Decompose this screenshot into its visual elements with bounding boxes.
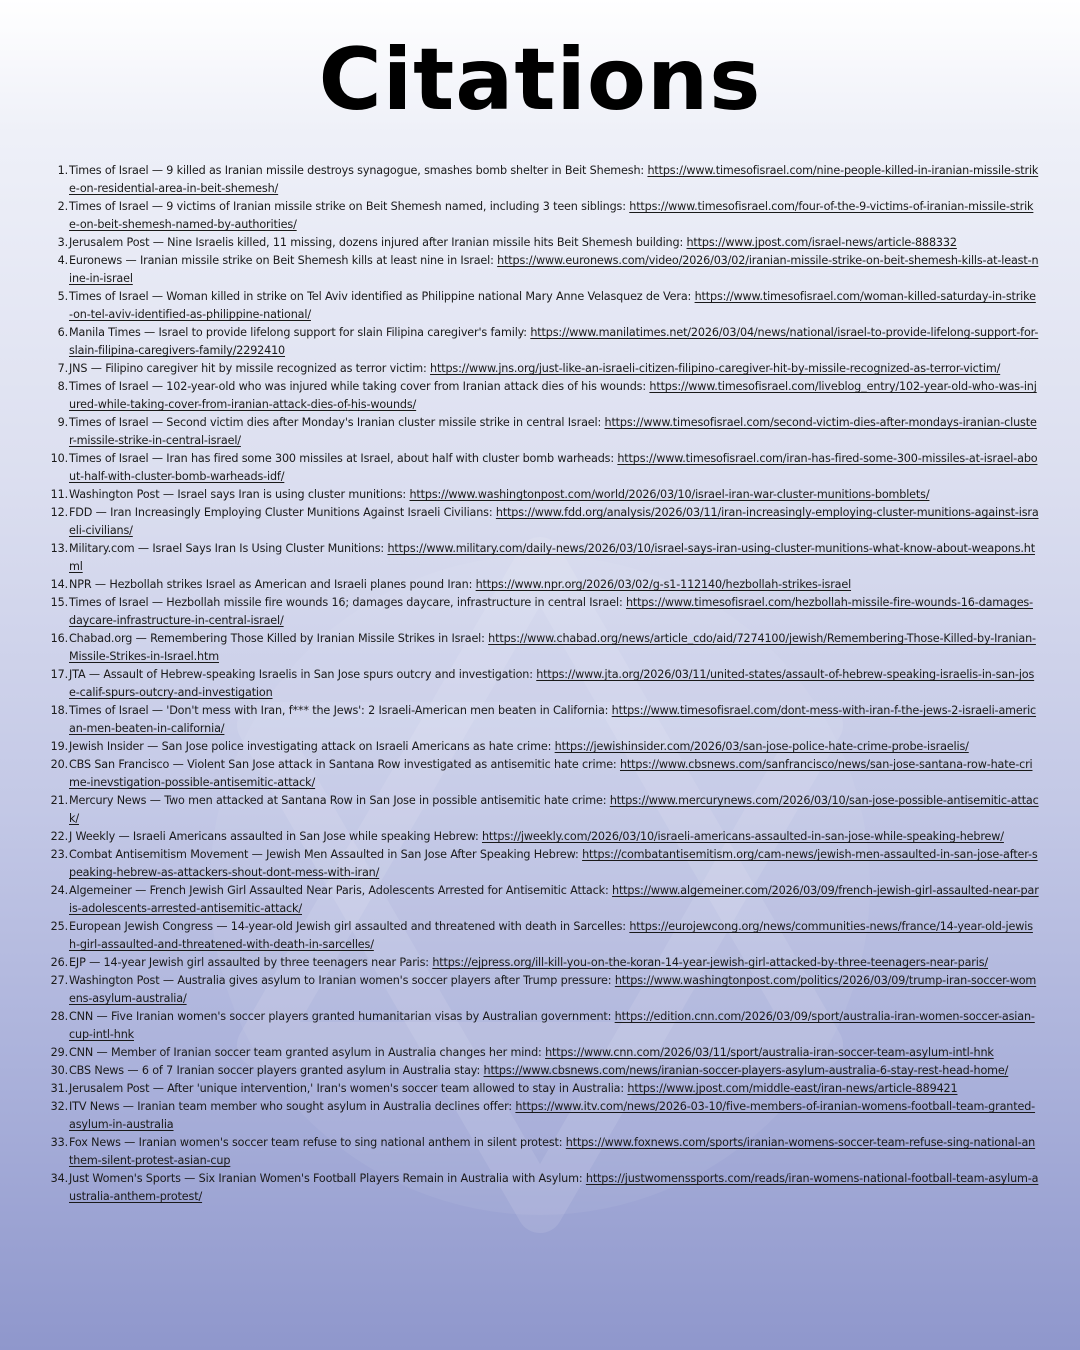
citation-link[interactable]: https://www.algemeiner.com/2026/03/09/french-jewish-girl-assaulted-near-paris-adolescents-arrested-antisemitic-attack/ [69, 884, 1039, 915]
citation-source: Fox News [69, 1136, 121, 1149]
citation-link[interactable]: https://www.fdd.org/analysis/2026/03/11/iran-increasingly-employing-cluster-munitions-against-israeli-civilians/ [69, 506, 1039, 537]
citation-item [44, 972, 1039, 1008]
citation-headline: Woman killed in strike on Tel Aviv identified as Philippine national Mary Anne Velasquez de Vera: [166, 290, 692, 303]
citation-number: 15. [50, 596, 68, 609]
citation-headline: 9 victims of Iranian missile strike on Beit Shemesh named, including 3 teen siblings: [166, 200, 626, 213]
citation-source: Washington Post [69, 488, 160, 501]
citation-source: Times of Israel [69, 380, 149, 393]
citation-item [44, 378, 1039, 414]
citation-link[interactable]: https://www.euronews.com/video/2026/03/02/iranian-missile-strike-on-beit-shemesh-kills-at-least-nine-in-israel [69, 254, 1039, 285]
citation-source: Military.com [69, 542, 135, 555]
citation-number: 33. [50, 1136, 68, 1149]
citation-separator: — [151, 380, 163, 393]
citation-number: 8. [57, 380, 68, 393]
citation-item [44, 540, 1039, 576]
citation-separator: — [127, 1064, 139, 1077]
citation-source: J Weekly [69, 830, 116, 843]
citation-item [44, 162, 1039, 198]
citation-separator: — [94, 578, 106, 591]
citation-headline: French Jewish Girl Assaulted Near Paris, Adolescents Arrested for Antisemitic Attack: [149, 884, 609, 897]
citation-number: 6. [57, 326, 68, 339]
citation-headline: Iranian women's soccer team refuse to sing national anthem in silent protest: [138, 1136, 563, 1149]
citation-source: Times of Israel [69, 164, 149, 177]
citation-headline: Hezbollah strikes Israel as American and Israeli planes pound Iran: [109, 578, 473, 591]
citation-separator: — [152, 1082, 164, 1095]
citation-source: CNN [69, 1046, 94, 1059]
citation-source: CBS News [69, 1064, 124, 1077]
citation-source: Manila Times [69, 326, 141, 339]
citation-separator: — [152, 236, 164, 249]
citation-link[interactable]: https://www.jta.org/2026/03/11/united-states/assault-of-hebrew-speaking-israelis-in-san-jose-calif-spurs-outcry-and-investigation [69, 668, 1035, 699]
citation-headline: 14-year-old Jewish girl assaulted and threatened with death in Sarcelles: [230, 920, 626, 933]
citation-separator: — [251, 848, 263, 861]
citation-item [44, 576, 1039, 594]
citation-source: Times of Israel [69, 596, 149, 609]
citation-number: 18. [50, 704, 68, 717]
citation-headline: Filipino caregiver hit by missile recognized as terror victim: [105, 362, 427, 375]
citation-source: Times of Israel [69, 452, 149, 465]
citation-number: 7. [57, 362, 68, 375]
citation-number: 30. [50, 1064, 68, 1077]
citation-separator: — [184, 1172, 196, 1185]
citation-separator: — [118, 830, 130, 843]
citation-number: 5. [57, 290, 68, 303]
citation-separator: — [122, 1100, 134, 1113]
citation-source: Times of Israel [69, 200, 149, 213]
citation-item [44, 450, 1039, 486]
citation-headline: Violent San Jose attack in Santana Row investigated as antisemitic hate crime: [187, 758, 617, 771]
citation-separator: — [135, 884, 147, 897]
citation-item [44, 666, 1039, 702]
citation-headline: Assault of Hebrew-speaking Israelis in San Jose spurs outcry and investigation: [103, 668, 533, 681]
citation-link[interactable]: https://www.timesofisrael.com/iran-has-fired-some-300-missiles-at-israel-about-half-with-cluster-bomb-warheads-idf/ [69, 452, 1038, 483]
citation-link[interactable]: https://justwomenssports.com/reads/iran-womens-national-football-team-asylum-australia-anthem-protest/ [69, 1172, 1039, 1203]
citation-separator: — [216, 920, 228, 933]
citation-item [44, 1134, 1039, 1170]
citation-number: 32. [50, 1100, 68, 1113]
citation-item [44, 954, 1039, 972]
citation-number: 14. [50, 578, 68, 591]
citation-separator: — [90, 362, 102, 375]
citation-link[interactable]: https://www.washingtonpost.com/politics/2026/03/09/trump-iran-soccer-womens-asylum-australia/ [69, 974, 1037, 1005]
citation-headline: Hezbollah missile fire wounds 16; damages daycare, infrastructure in central Israel: [166, 596, 623, 609]
citation-headline: Israel Says Iran Is Using Cluster Munitions: [152, 542, 385, 555]
citation-headline: 9 killed as Iranian missile destroys synagogue, smashes bomb shelter in Beit Shemesh: [166, 164, 645, 177]
citation-source: Algemeiner [69, 884, 132, 897]
citation-item [44, 414, 1039, 450]
citation-item [44, 504, 1039, 540]
citation-source: Chabad.org [69, 632, 133, 645]
citation-source: Mercury News [69, 794, 147, 807]
citation-source: Washington Post [69, 974, 160, 987]
citation-number: 27. [50, 974, 68, 987]
citation-source: JNS [69, 362, 88, 375]
citation-source: Times of Israel [69, 416, 149, 429]
citation-number: 10. [50, 452, 68, 465]
citation-number: 12. [50, 506, 68, 519]
citation-headline: Second victim dies after Monday's Iranian cluster missile strike in central Israel: [166, 416, 602, 429]
citation-headline: Iran Increasingly Employing Cluster Munitions Against Israeli Civilians: [110, 506, 493, 519]
citation-headline: Jewish Men Assaulted in San Jose After Speaking Hebrew: [266, 848, 579, 861]
citation-item [44, 1170, 1039, 1206]
citation-item [44, 702, 1039, 738]
citation-separator: — [172, 758, 184, 771]
citation-headline: Six Iranian Women's Football Players Remain in Australia with Asylum: [198, 1172, 583, 1185]
citation-item [44, 846, 1039, 882]
citation-number: 23. [50, 848, 68, 861]
citation-headline: Member of Iranian soccer team granted asylum in Australia changes her mind: [110, 1046, 542, 1059]
citation-item [44, 1044, 1039, 1062]
citation-number: 2. [57, 200, 68, 213]
citation-source: European Jewish Congress [69, 920, 213, 933]
citation-item [44, 594, 1039, 630]
citation-source: Jerusalem Post [69, 236, 150, 249]
citation-number: 20. [50, 758, 68, 771]
citation-separator: — [151, 200, 163, 213]
citation-link[interactable]: https://www.jpost.com/middle-east/iran-news/article-889421 [627, 1082, 958, 1095]
citation-number: 19. [50, 740, 68, 753]
citation-separator: — [147, 740, 159, 753]
citation-separator: — [137, 542, 149, 555]
citation-source: Euronews [69, 254, 123, 267]
citation-separator: — [151, 416, 163, 429]
citation-source: Jewish Insider [69, 740, 144, 753]
citation-item [44, 1062, 1039, 1080]
citation-separator: — [124, 1136, 136, 1149]
citation-separator: — [151, 596, 163, 609]
citation-source: FDD [69, 506, 93, 519]
citation-item [44, 252, 1039, 288]
citation-source: EJP [69, 956, 86, 969]
citation-link[interactable]: https://www.npr.org/2026/03/02/g-s1-112140/hezbollah-strikes-israel [475, 578, 852, 591]
citation-headline: Israel to provide lifelong support for slain Filipina caregiver's family: [158, 326, 527, 339]
citation-source: ITV News [69, 1100, 120, 1113]
citation-link[interactable]: https://www.washingtonpost.com/world/2026/03/10/israel-iran-war-cluster-munitions-bomblets/ [409, 488, 930, 501]
citation-link[interactable]: https://www.jpost.com/israel-news/article-888332 [686, 236, 957, 249]
citation-separator: — [88, 668, 100, 681]
citation-item [44, 324, 1039, 360]
citation-item [44, 738, 1039, 756]
citation-separator: — [96, 1046, 108, 1059]
citation-item [44, 882, 1039, 918]
citation-headline: Iranian missile strike on Beit Shemesh kills at least nine in Israel: [139, 254, 494, 267]
citation-headline: Five Iranian women's soccer players granted humanitarian visas by Australian government: [110, 1010, 612, 1023]
citation-link[interactable]: https://www.jns.org/just-like-an-israeli-citizen-filipino-caregiver-hit-by-missile-recognized-as-terror-victim/ [430, 362, 1001, 375]
citation-separator: — [151, 452, 163, 465]
citation-headline: 'Don't mess with Iran, f*** the Jews': 2 Israeli-American men beaten in California: [166, 704, 609, 717]
citation-link[interactable]: https://eurojewcong.org/news/communities-news/france/14-year-old-jewish-girl-assaulted-and-threatened-with-death-in-sarcelles/ [69, 920, 1033, 951]
citation-link[interactable]: https://www.chabad.org/news/article_cdo/aid/7274100/jewish/Remembering-Those-Killed-by-Iranian-Missile-Strikes-in-Israel.htm [69, 632, 1036, 663]
citation-number: 9. [57, 416, 68, 429]
citation-source: CNN [69, 1010, 94, 1023]
citation-item [44, 198, 1039, 234]
citation-separator: — [151, 164, 163, 177]
citation-source: Combat Antisemitism Movement [69, 848, 249, 861]
citation-number: 26. [50, 956, 68, 969]
citation-item [44, 1008, 1039, 1044]
citation-separator: — [135, 632, 147, 645]
citation-link[interactable]: https://www.timesofisrael.com/second-victim-dies-after-mondays-iranian-cluster-missile-strike-in-central-israel/ [69, 416, 1037, 447]
citation-number: 25. [50, 920, 68, 933]
citation-item [44, 1080, 1039, 1098]
citation-headline: Israeli Americans assaulted in San Jose while speaking Hebrew: [132, 830, 479, 843]
citation-item [44, 288, 1039, 324]
citation-item [44, 792, 1039, 828]
citation-item [44, 360, 1039, 378]
citation-list [44, 162, 1039, 1206]
citation-separator: — [151, 290, 163, 303]
citation-number: 29. [50, 1046, 68, 1059]
citation-number: 4. [57, 254, 68, 267]
citation-link[interactable]: https://jweekly.com/2026/03/10/israeli-americans-assaulted-in-san-jose-while-speaking-hebrew/ [481, 830, 1004, 843]
citation-link[interactable]: https://www.military.com/daily-news/2026/03/10/israel-says-iran-using-cluster-munitions-what-know-about-weapons.html [69, 542, 1035, 573]
citation-separator: — [162, 488, 174, 501]
citation-separator: — [144, 326, 156, 339]
citation-item [44, 486, 1039, 504]
citation-source: NPR [69, 578, 92, 591]
citation-headline: Australia gives asylum to Iranian women's soccer players after Trump pressure: [177, 974, 612, 987]
citation-item [44, 756, 1039, 792]
citation-headline: Two men attacked at Santana Row in San Jose in possible antisemitic hate crime: [164, 794, 607, 807]
citation-item [44, 630, 1039, 666]
citation-link[interactable]: https://www.timesofisrael.com/liveblog_entry/102-year-old-who-was-injured-while-taking-cover-from-iranian-attack-dies-of-his-wounds/ [69, 380, 1037, 411]
citation-item [44, 1098, 1039, 1134]
citation-link[interactable]: https://www.manilatimes.net/2026/03/04/news/national/israel-to-provide-lifelong-support-for-slain-filipina-caregivers-family/2292410 [69, 326, 1039, 357]
citation-link[interactable]: https://combatantisemitism.org/cam-news/jewish-men-assaulted-in-san-jose-after-speaking-hebrew-as-attackers-shout-dont-mess-with-iran/ [69, 848, 1038, 879]
citation-item [44, 234, 1039, 252]
citation-link[interactable]: https://www.cbsnews.com/news/iranian-soccer-players-asylum-australia-6-stay-rest-head-home/ [483, 1064, 1009, 1077]
citation-number: 21. [50, 794, 68, 807]
citation-link[interactable]: https://www.timesofisrael.com/woman-killed-saturday-in-strike-on-tel-aviv-identified-as-philippine-national/ [69, 290, 1036, 321]
citation-link[interactable]: https://www.foxnews.com/sports/iranian-womens-soccer-team-refuse-sing-national-anthem-silent-protest-asian-cup [69, 1136, 1036, 1167]
citation-number: 1. [57, 164, 68, 177]
citation-separator: — [125, 254, 137, 267]
citation-headline: 6 of 7 Iranian soccer players granted asylum in Australia stay: [141, 1064, 481, 1077]
citation-link[interactable]: https://www.timesofisrael.com/hezbollah-missile-fire-wounds-16-damages-daycare-infrastructure-in-central-israel/ [69, 596, 1033, 627]
citation-headline: San Jose police investigating attack on Israeli Americans as hate crime: [161, 740, 552, 753]
citation-source: CBS San Francisco [69, 758, 170, 771]
citation-link[interactable]: https://www.timesofisrael.com/dont-mess-with-iran-f-the-jews-2-israeli-american-men-beaten-in-california/ [69, 704, 1037, 735]
citation-source: Times of Israel [69, 704, 149, 717]
citation-number: 22. [50, 830, 68, 843]
citation-headline: Nine Israelis killed, 11 missing, dozens injured after Iranian missile hits Beit Shemesh building: [167, 236, 684, 249]
citation-headline: Remembering Those Killed by Iranian Missile Strikes in Israel: [150, 632, 485, 645]
citation-headline: Iranian team member who sought asylum in Australia declines offer: [137, 1100, 512, 1113]
citation-link[interactable]: https://www.itv.com/news/2026-03-10/five-members-of-iranian-womens-football-team-granted-asylum-in-australia [69, 1100, 1036, 1131]
citation-number: 34. [50, 1172, 68, 1185]
citation-separator: — [149, 794, 161, 807]
citation-link[interactable]: https://www.cnn.com/2026/03/11/sport/australia-iran-soccer-team-asylum-intl-hnk [545, 1046, 994, 1059]
citation-separator: — [162, 974, 174, 987]
citation-number: 3. [57, 236, 68, 249]
citation-source: JTA [69, 668, 86, 681]
citation-separator: — [96, 1010, 108, 1023]
citation-headline: After 'unique intervention,' Iran's women's soccer team allowed to stay in Australia: [167, 1082, 624, 1095]
citation-source: Jerusalem Post [69, 1082, 150, 1095]
citation-source: Just Women's Sports [69, 1172, 181, 1185]
citation-separator: — [151, 704, 163, 717]
page-title: Citations [318, 30, 762, 130]
citation-link[interactable]: https://ejpress.org/ill-kill-you-on-the-koran-14-year-jewish-girl-attacked-by-three-teenagers-near-paris/ [432, 956, 989, 969]
citation-headline: 102-year-old who was injured while taking cover from Iranian attack dies of his wounds: [166, 380, 646, 393]
citation-link[interactable]: https://jewishinsider.com/2026/03/san-jose-police-hate-crime-probe-israelis/ [554, 740, 969, 753]
citation-number: 28. [50, 1010, 68, 1023]
citation-link[interactable]: https://www.timesofisrael.com/nine-people-killed-in-iranian-missile-strike-on-residential-area-in-beit-shemesh/ [69, 164, 1039, 195]
citation-link[interactable]: https://www.mercurynews.com/2026/03/10/san-jose-possible-antisemitic-attack/ [69, 794, 1039, 825]
citation-link[interactable]: https://edition.cnn.com/2026/03/09/sport/australia-iran-women-soccer-asian-cup-intl-hnk [69, 1010, 1035, 1041]
citation-number: 11. [50, 488, 68, 501]
citation-number: 31. [50, 1082, 68, 1095]
citation-separator: — [95, 506, 107, 519]
citation-item [44, 918, 1039, 954]
citation-number: 13. [50, 542, 68, 555]
citation-number: 17. [50, 668, 68, 681]
citation-link[interactable]: https://www.timesofisrael.com/four-of-the-9-victims-of-iranian-missile-strike-on-beit-shemesh-named-by-authorities/ [69, 200, 1034, 231]
citation-number: 16. [50, 632, 68, 645]
citation-source: Times of Israel [69, 290, 149, 303]
citation-item [44, 828, 1039, 846]
citation-link[interactable]: https://www.cbsnews.com/sanfrancisco/news/san-jose-santana-row-hate-crime-inevstigation-possible-antisemitic-attack/ [69, 758, 1033, 789]
citation-headline: Iran has fired some 300 missiles at Israel, about half with cluster bomb warheads: [166, 452, 614, 465]
citation-number: 24. [50, 884, 68, 897]
citation-separator: — [89, 956, 101, 969]
citation-headline: Israel says Iran is using cluster munitions: [177, 488, 407, 501]
citation-headline: 14-year Jewish girl assaulted by three teenagers near Paris: [103, 956, 429, 969]
